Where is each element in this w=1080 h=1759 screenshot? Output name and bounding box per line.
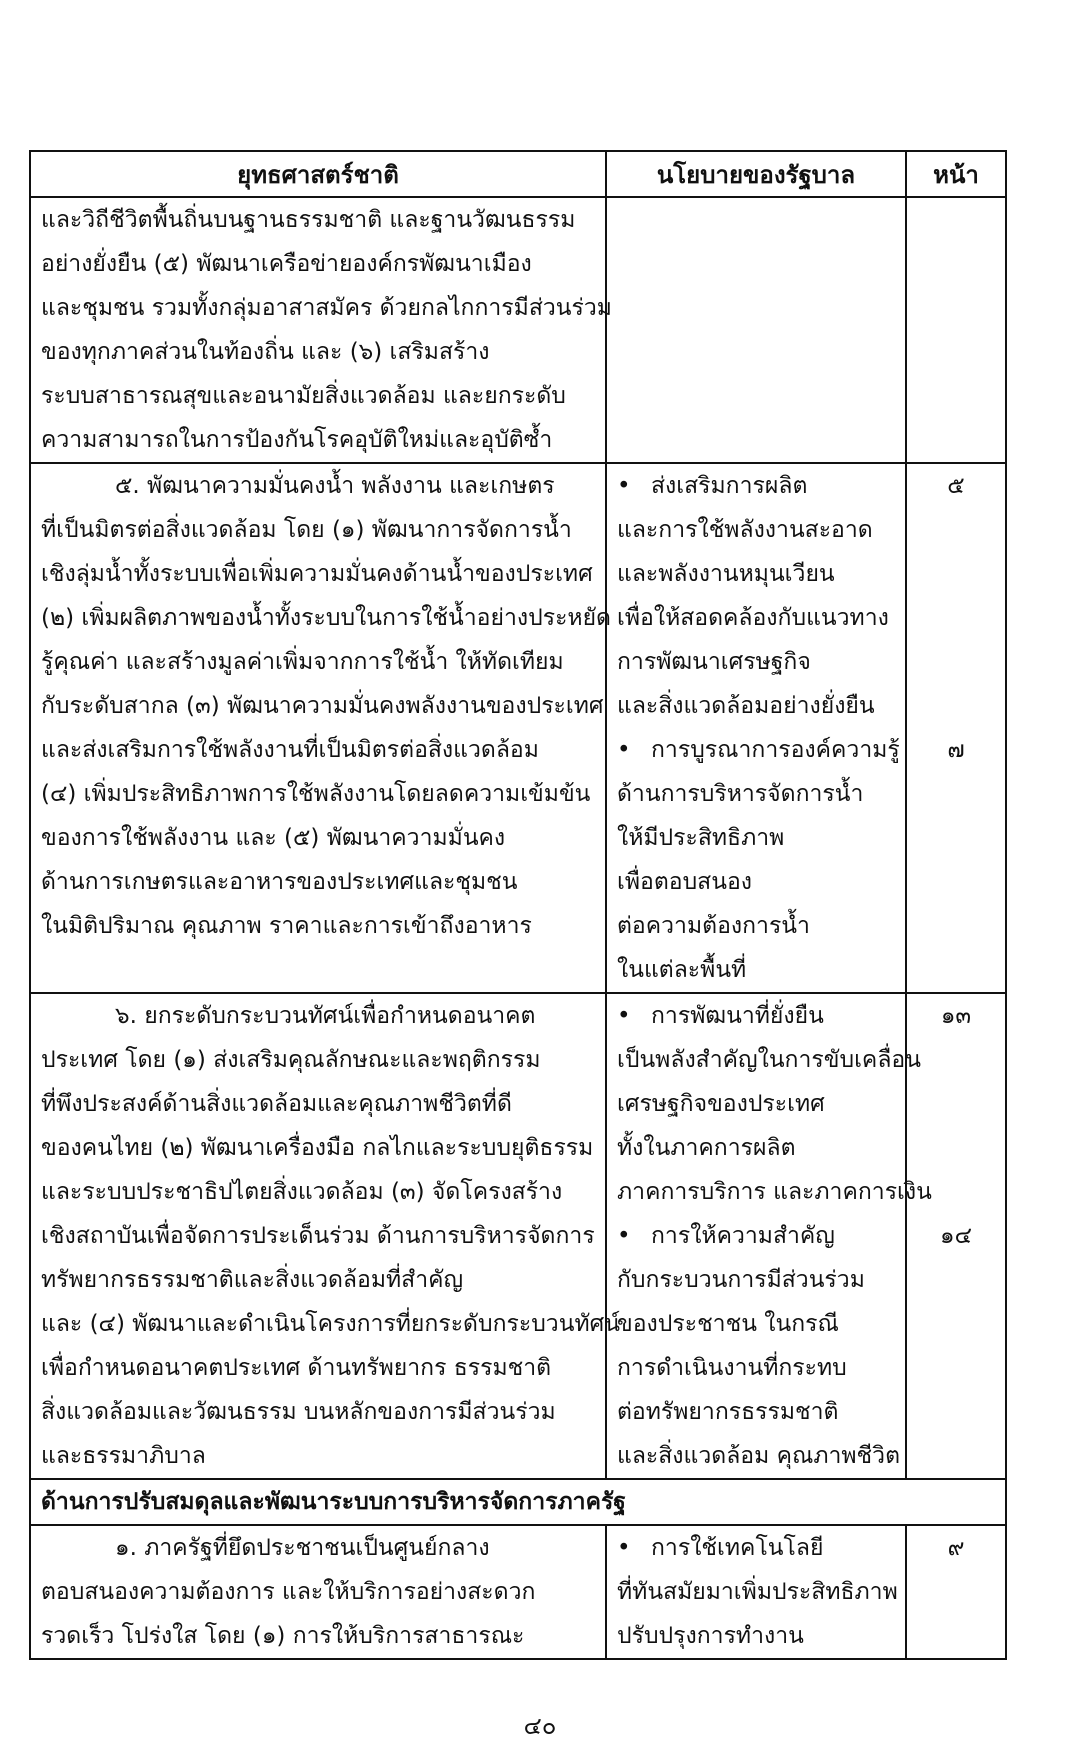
text-line: เศรษฐกิจของประเทศ	[617, 1091, 825, 1117]
text-line: ความสามารถในการป้องกันโรคอุบัติใหม่และอุบัติซ้ำ	[41, 427, 553, 453]
text-line: เพื่อให้สอดคล้องกับแนวทาง	[617, 605, 889, 631]
text-line: กับระดับสากล (๓) พัฒนาความมั่นคงพลังงานของประเทศ	[41, 693, 604, 719]
text-line: ปรับปรุงการทำงาน	[617, 1623, 804, 1649]
bullet-icon: •	[617, 1223, 631, 1249]
text-line: และระบบประชาธิปไตยสิ่งแวดล้อม (๓) จัดโครงสร้าง	[41, 1179, 563, 1205]
text-line: และชุมชน รวมทั้งกลุ่มอาสาสมัคร ด้วยกลไกการมีส่วนร่วม	[41, 295, 612, 321]
bullet-icon: •	[617, 473, 631, 499]
text-line: การพัฒนาเศรษฐกิจ	[617, 649, 811, 675]
text-line: อย่างยั่งยืน (๕) พัฒนาเครือข่ายองค์กรพัฒนาเมือง	[41, 251, 532, 277]
text-line: ทรัพยากรธรรมชาติและสิ่งแวดล้อมที่สำคัญ	[41, 1267, 464, 1293]
text-line: กับกระบวนการมีส่วนร่วม	[617, 1267, 865, 1293]
page-ref: ๕	[947, 473, 965, 499]
text-line: ที่พึงประสงค์ด้านสิ่งแวดล้อมและคุณภาพชีวิตที่ดี	[41, 1091, 512, 1117]
text-line: ทั้งในภาคการผลิต	[617, 1135, 796, 1161]
policy-cell	[606, 463, 906, 993]
text-line: ส่งเสริมการผลิต	[651, 473, 808, 499]
text-line: รวดเร็ว โปร่งใส โดย (๑) การให้บริการสาธารณะ	[41, 1623, 525, 1649]
policy-cell	[606, 1525, 906, 1659]
text-line: ต่อความต้องการน้ำ	[617, 913, 810, 939]
text-line: ในแต่ละพื้นที่	[617, 957, 747, 983]
text-line: ๕. พัฒนาความมั่นคงน้ำ พลังงาน และเกษตร	[115, 473, 555, 499]
page-ref: ๑๔	[939, 1223, 972, 1249]
policy-cell	[606, 993, 932, 1479]
table-row	[30, 993, 1006, 1479]
text-line: การบูรณาการองค์ความรู้	[651, 737, 900, 763]
page-cell	[906, 197, 1006, 463]
text-line: ด้านการบริหารจัดการน้ำ	[617, 781, 864, 807]
header-policy: นโยบายของรัฐบาล	[606, 151, 906, 197]
page-number: ๔๐	[523, 1712, 557, 1740]
text-line: ของทุกภาคส่วนในท้องถิ่น และ (๖) เสริมสร้าง	[41, 339, 490, 365]
text-line: (๒) เพิ่มผลิตภาพของน้ำทั้งระบบในการใช้น้ำอย่างประหยัด	[41, 605, 611, 631]
text-line: ต่อทรัพยากรธรรมชาติ	[617, 1399, 839, 1425]
text-line: ที่เป็นมิตรต่อสิ่งแวดล้อม โดย (๑) พัฒนาการจัดการน้ำ	[41, 517, 572, 543]
strategy-cell	[30, 993, 620, 1479]
text-line: ระบบสาธารณสุขและอนามัยสิ่งแวดล้อม และยกระดับ	[41, 383, 566, 409]
page-ref: ๙	[947, 1535, 965, 1561]
text-line: เชิงลุ่มน้ำทั้งระบบเพื่อเพิ่มความมั่นคงด้านน้ำของประเทศ	[41, 561, 593, 587]
page-ref: ๗	[947, 737, 965, 763]
page-ref: ๑๓	[940, 1003, 972, 1029]
strategy-cell	[30, 197, 612, 463]
text-line: ของการใช้พลังงาน และ (๕) พัฒนาความมั่นคง	[41, 825, 506, 851]
header-page: หน้า	[906, 151, 1006, 197]
table-header-row	[30, 151, 1006, 197]
policy-cell	[606, 197, 906, 463]
text-line: ที่ทันสมัยมาเพิ่มประสิทธิภาพ	[617, 1579, 898, 1605]
strategy-policy-table	[29, 150, 1007, 1660]
bullet-icon: •	[617, 737, 631, 763]
text-line: เชิงสถาบันเพื่อจัดการประเด็นร่วม ด้านการบริหารจัดการ	[41, 1223, 595, 1249]
text-line: การดำเนินงานที่กระทบ	[617, 1355, 847, 1381]
table-row	[30, 197, 1006, 463]
text-line: ตอบสนองความต้องการ และให้บริการอย่างสะดวก	[41, 1579, 536, 1605]
text-line: และธรรมาภิบาล	[41, 1443, 206, 1469]
bullet-icon: •	[617, 1535, 631, 1561]
page-cell	[906, 993, 1006, 1479]
text-line: และวิถีชีวิตพื้นถิ่นบนฐานธรรมชาติ และฐานวัฒนธรรม	[41, 207, 576, 233]
text-line: และ (๔) พัฒนาและดำเนินโครงการที่ยกระดับกระบวนทัศน์	[41, 1311, 620, 1337]
text-line: ให้มีประสิทธิภาพ	[617, 825, 785, 851]
text-line: ภาคการบริการ และภาคการเงิน	[617, 1179, 932, 1205]
text-line: และพลังงานหมุนเวียน	[617, 561, 835, 587]
text-line: เพื่อตอบสนอง	[617, 869, 752, 895]
strategy-cell	[30, 1525, 606, 1659]
text-line: ของประชาชน ในกรณี	[617, 1311, 839, 1337]
page-cell	[906, 463, 1006, 993]
text-line: สิ่งแวดล้อมและวัฒนธรรม บนหลักของการมีส่วนร่วม	[41, 1399, 556, 1425]
text-line: และสิ่งแวดล้อม คุณภาพชีวิต	[617, 1443, 901, 1469]
table-row	[30, 463, 1006, 993]
text-line: ประเทศ โดย (๑) ส่งเสริมคุณลักษณะและพฤติกรรม	[41, 1047, 541, 1073]
bullet-icon: •	[617, 1003, 631, 1029]
text-line: เป็นพลังสำคัญในการขับเคลื่อน	[617, 1047, 921, 1073]
section-heading-row	[30, 1479, 1006, 1525]
strategy-cell	[30, 463, 611, 993]
text-line: ด้านการเกษตรและอาหารของประเทศและชุมชน	[41, 869, 518, 895]
section-title: ด้านการปรับสมดุลและพัฒนาระบบการบริหารจัดการภาครัฐ	[30, 1479, 1006, 1525]
table-row	[30, 1525, 1006, 1659]
text-line: ในมิติปริมาณ คุณภาพ ราคาและการเข้าถึงอาหาร	[41, 913, 532, 939]
text-line: ๖. ยกระดับกระบวนทัศน์เพื่อกำหนดอนาคต	[115, 1003, 536, 1029]
text-line: และการใช้พลังงานสะอาด	[617, 517, 873, 543]
text-line: การให้ความสำคัญ	[651, 1223, 835, 1249]
text-line: เพื่อกำหนดอนาคตประเทศ ด้านทรัพยากร ธรรมชาติ	[41, 1355, 552, 1381]
text-line: รู้คุณค่า และสร้างมูลค่าเพิ่มจากการใช้น้ำ ให้ทัดเทียม	[41, 649, 564, 675]
text-line: การพัฒนาที่ยั่งยืน	[651, 1003, 824, 1029]
header-strategy: ยุทธศาสตร์ชาติ	[30, 151, 606, 197]
text-line: ของคนไทย (๒) พัฒนาเครื่องมือ กลไกและระบบยุติธรรม	[41, 1135, 594, 1161]
page-cell	[906, 1525, 1006, 1659]
text-line: และสิ่งแวดล้อมอย่างยั่งยืน	[617, 693, 875, 719]
text-line: และส่งเสริมการใช้พลังงานที่เป็นมิตรต่อสิ่งแวดล้อม	[41, 737, 539, 763]
text-line: (๔) เพิ่มประสิทธิภาพการใช้พลังงานโดยลดความเข้มข้น	[41, 781, 591, 807]
text-line: ๑. ภาครัฐที่ยึดประชาชนเป็นศูนย์กลาง	[115, 1535, 490, 1561]
text-line: การใช้เทคโนโลยี	[651, 1535, 824, 1561]
